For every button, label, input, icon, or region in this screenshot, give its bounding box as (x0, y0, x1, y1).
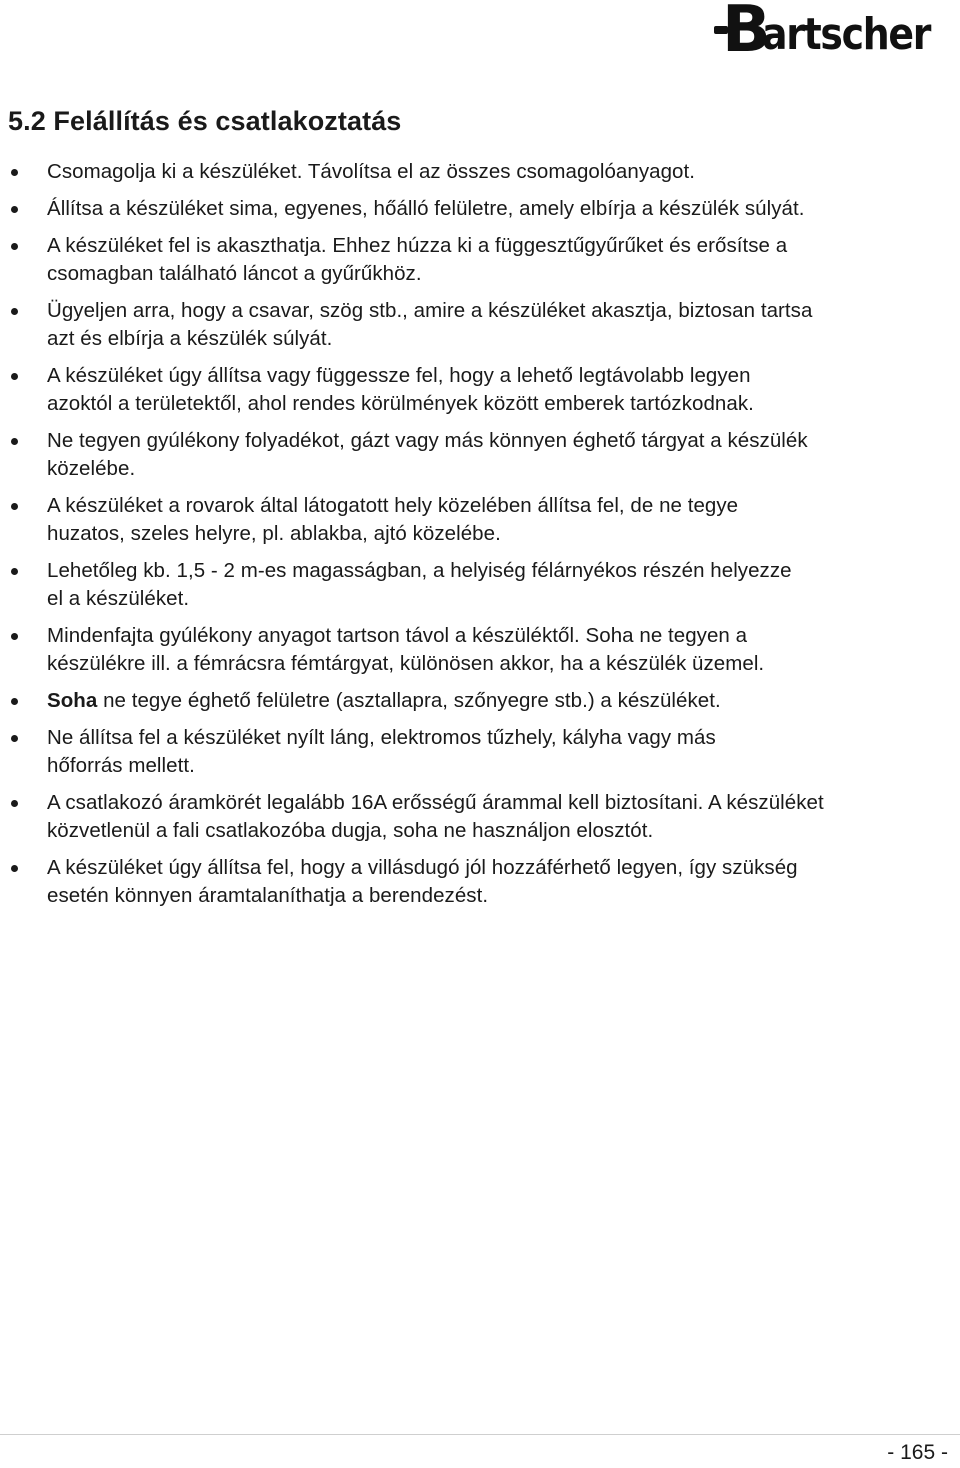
instruction-list (0, 158, 960, 919)
list-item-text: Lehetőleg kb. 1,5 - 2 m-es magasságban, a helyiség félárnyékos részén helyezze el a készüléket. (47, 559, 792, 610)
list-item (0, 557, 960, 613)
bullet-icon (11, 568, 18, 575)
list-item (0, 492, 960, 548)
bullet-icon (11, 503, 18, 510)
footer-divider (0, 1434, 960, 1435)
bullet-icon (11, 243, 18, 250)
bullet-icon (11, 206, 18, 213)
bullet-icon (11, 633, 18, 640)
bullet-icon (11, 865, 18, 872)
list-item (0, 195, 960, 223)
section-title: 5.2 Felállítás és csatlakoztatás (8, 106, 402, 136)
list-item-text: A készüléket a rovarok által látogatott hely közelében állítsa fel, de ne tegye huzatos, szeles helyre, pl. ablakba, ajtó közelébe. (47, 494, 739, 545)
list-item-text: A készüléket úgy állítsa vagy függessze fel, hogy a lehető legtávolabb legyen azoktól a területektől, ahol rendes körülmények között emberek tartózkodnak. (47, 364, 754, 415)
list-item (0, 789, 960, 845)
list-item (0, 158, 960, 186)
bullet-icon (11, 438, 18, 445)
bullet-icon (11, 373, 18, 380)
bullet-icon (11, 735, 18, 742)
list-item (0, 362, 960, 418)
list-item (0, 687, 960, 715)
list-item (0, 622, 960, 678)
list-item-text: Csomagolja ki a készüléket. Távolítsa el az összes csomagolóanyagot. (47, 160, 695, 183)
logo-letter: B (722, 0, 769, 67)
bullet-icon (11, 169, 18, 176)
emphasis-word: Soha (47, 689, 98, 712)
list-item-text: Ne tegyen gyúlékony folyadékot, gázt vagy más könnyen éghető tárgyat a készülék közelébe. (47, 429, 808, 480)
list-item-text: Mindenfajta gyúlékony anyagot tartson távol a készüléktől. Soha ne tegyen a készülékre ill. a fémrácsra fémtárgyat, különösen akkor, ha a készülék üzemel. (47, 624, 765, 675)
bullet-icon (11, 308, 18, 315)
list-item (0, 297, 960, 353)
list-item-text: Állítsa a készüléket sima, egyenes, hőálló felületre, amely elbírja a készülék súlyát. (47, 197, 805, 220)
logo-b-mark (714, 0, 769, 67)
logo-wordmark: artscher (762, 9, 931, 60)
list-item-text: A készüléket fel is akaszthatja. Ehhez húzza ki a függesztűgyűrűket és erősítse a csomagban található láncot a gyűrűkhöz. (47, 234, 788, 285)
list-item (0, 854, 960, 910)
bullet-icon (11, 698, 18, 705)
bullet-icon (11, 800, 18, 807)
list-item-text: Ügyeljen arra, hogy a csavar, szög stb., amire a készüléket akasztja, biztosan tartsa azt és elbírja a készülék súlyát. (47, 299, 813, 350)
list-item-text: ne tegye éghető felületre (asztallapra, szőnyegre stb.) a készüléket. (97, 689, 721, 712)
list-item-text: Ne állítsa fel a készüléket nyílt láng, elektromos tűzhely, kályha vagy más hőforrás mellett. (47, 726, 716, 777)
list-item (0, 724, 960, 780)
page-number: - 165 - (887, 1441, 948, 1464)
list-item (0, 232, 960, 288)
list-item-text: A készüléket úgy állítsa fel, hogy a villásdugó jól hozzáférhető legyen, így szükség esetén könnyen áramtalaníthatja a berendezést. (47, 856, 798, 907)
list-item (0, 427, 960, 483)
list-item-text: A csatlakozó áramkörét legalább 16A erősségű árammal kell biztosítani. A készüléket közvetlenül a fali csatlakozóba dugja, soha ne használjon elosztót. (47, 791, 824, 842)
bartscher-logo (714, 0, 942, 67)
